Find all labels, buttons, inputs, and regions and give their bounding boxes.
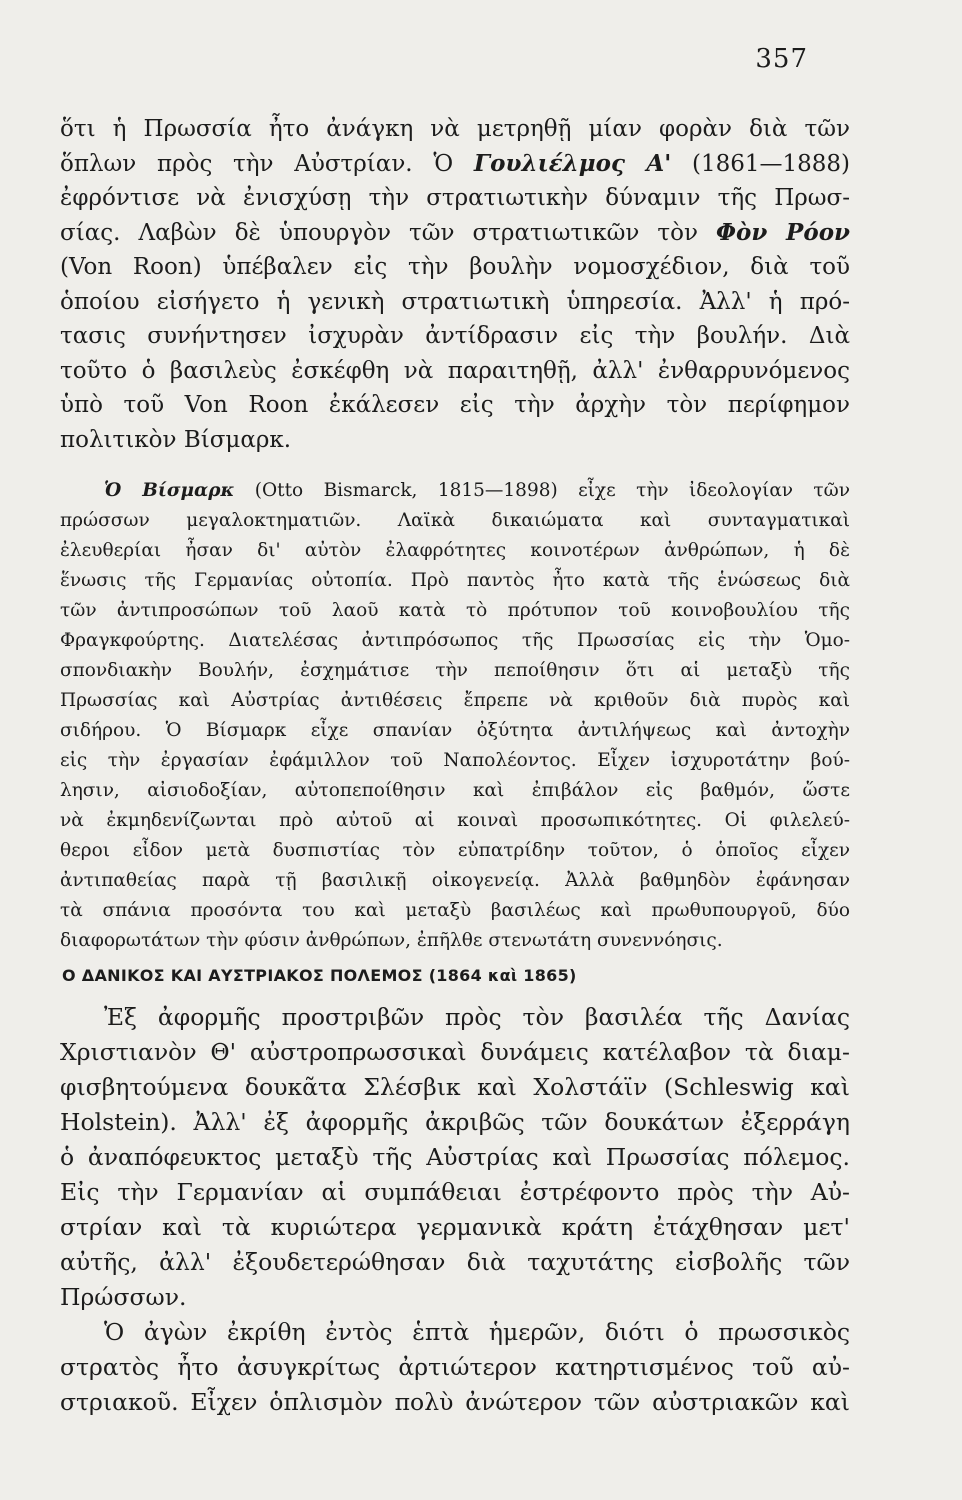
text-line: φισβητούμενα δουκᾶτα Σλέσβικ καὶ Χολστάϊν (Schleswig καὶ (60, 1073, 850, 1101)
text-line: στρατὸς ἦτο ἀσυγκρίτως ἀρτιώτερον κατηρτισμένος τοῦ αὐ- (60, 1353, 850, 1381)
text-line: πρώσσων μεγαλοκτηματιῶν. Λαϊκὰ δικαιώματα καὶ συνταγματικαὶ (60, 510, 850, 531)
text-line: Ὁ Βίσμαρκ (Otto Bismarck, 1815—1898) εἶχε τὴν ἰδεολογίαν τῶν (104, 480, 851, 501)
text-line: Πρώσσων. (60, 1283, 187, 1311)
text-line: σιδήρου. Ὁ Βίσμαρκ εἶχε σπανίαν ὀξύτητα ἀντιλήψεως καὶ ἀντοχὴν (60, 720, 850, 741)
section-heading: Ο ΔΑΝΙΚΟΣ ΚΑΙ ΑΥΣΤΡΙΑΚΟΣ ΠΟΛΕΜΟΣ (1864 καὶ 1865) (62, 966, 577, 985)
text-line: νὰ ἐκμηδενίζωνται πρὸ αὐτοῦ αἱ κοιναὶ προσωπικότητες. Οἱ φιλελεύ- (60, 810, 850, 831)
wilhelm-name: Γουλιέλμος Α' (473, 149, 672, 177)
text-line: τασις συνήντησεν ἰσχυρὰν ἀντίδρασιν εἰς τὴν βουλήν. Διὰ (60, 323, 850, 349)
text-line: αὐτῆς, ἀλλ' ἐξουδετερώθησαν διὰ ταχυτάτης εἰσβολῆς τῶν (60, 1248, 850, 1276)
text-line: ἕνωσις τῆς Γερμανίας οὐτοπία. Πρὸ παντὸς ἦτο κατὰ τῆς ἑνώσεως διὰ (60, 570, 850, 591)
text-line: Holstein). Ἀλλ' ἐξ ἀφορμῆς ἀκριβῶς τῶν δουκάτων ἐξερράγη (60, 1108, 850, 1136)
text-line: στριακοῦ. Εἶχεν ὁπλισμὸν πολὺ ἀνώτερον τῶν αὐστριακῶν καὶ (60, 1388, 850, 1416)
paragraph-war (60, 1000, 850, 1420)
text-line: Χριστιανὸν Θ' αὐστροπρωσσικαὶ δυνάμεις κατέλαβον τὰ διαμ- (60, 1038, 850, 1066)
text-line: Ὁ ἀγὼν ἐκρίθη ἐντὸς ἑπτὰ ἡμερῶν, διότι ὁ πρωσσικὸς (104, 1318, 850, 1346)
text-line: τῶν ἀντιπροσώπων τοῦ λαοῦ κατὰ τὸ πρότυπον τοῦ κοινοβουλίου τῆς (60, 600, 850, 621)
text-line: ἐφρόντισε νὰ ἐνισχύσῃ τὴν στρατιωτικὴν δύναμιν τῆς Πρωσ- (60, 185, 850, 211)
text-line: ὁποίου εἰσήγετο ἡ γενικὴ στρατιωτικὴ ὑπηρεσία. Ἀλλ' ἡ πρό- (60, 288, 850, 315)
text-line: ὁ ἀναπόφευκτος μεταξὺ τῆς Αὐστρίας καὶ Πρωσσίας πόλεμος. (60, 1143, 850, 1171)
paragraph-bismarck (60, 476, 850, 956)
text-line: σίας. Λαβὼν δὲ ὑπουργὸν τῶν στρατιωτικῶν τὸν Φὸν Ρόον (60, 218, 850, 246)
text-line: τὰ σπάνια προσόντα του καὶ μεταξὺ βασιλέως καὶ πρωθυπουργοῦ, δύο (60, 900, 850, 921)
text-line: Πρωσσίας καὶ Αὐστρίας ἀντιθέσεις ἔπρεπε νὰ κριθοῦν διὰ πυρὸς καὶ (60, 690, 850, 711)
paragraph-wilhelm (60, 112, 850, 457)
text-line: (Von Roon) ὑπέβαλεν εἰς τὴν βουλὴν νομοσχέδιον, διὰ τοῦ (60, 254, 850, 280)
text-line: τοῦτο ὁ βασιλεὺς ἐσκέφθη νὰ παραιτηθῇ, ἀλλ' ἐνθαρρυνόμενος (60, 357, 850, 384)
page-number: 357 (755, 44, 808, 74)
bismarck-name: Ὁ Βίσμαρκ (104, 480, 235, 501)
text-line: ὅπλων πρὸς τὴν Αὐστρίαν. Ὁ Γουλιέλμος Α' (1861—1888) (60, 149, 851, 177)
text-line: ὅτι ἡ Πρωσσία ἦτο ἀνάγκη νὰ μετρηθῇ μίαν φορὰν διὰ τῶν (60, 116, 850, 142)
text-line: διαφορωτάτων τὴν φύσιν ἀνθρώπων, ἐπῆλθε στενωτάτη συνεννόησις. (60, 930, 723, 951)
roon-name: Φὸν Ρόον (715, 218, 850, 246)
text-line: ἐλευθερίαι ἦσαν δι' αὐτὸν ἐλαφρότητες κοινοτέρων ἀνθρώπων, ἡ δὲ (60, 540, 850, 561)
text-line: Φραγκφούρτης. Διατελέσας ἀντιπρόσωπος τῆς Πρωσσίας εἰς τὴν Ὁμο- (60, 630, 850, 651)
text-line: εἰς τὴν ἐργασίαν ἐφάμιλλον τοῦ Ναπολέοντος. Εἶχεν ἰσχυροτάτην βού- (60, 750, 850, 771)
text-line: στρίαν καὶ τὰ κυριώτερα γερμανικὰ κράτη ἐτάχθησαν μετ' (60, 1213, 850, 1241)
text-line: σπονδιακὴν Βουλήν, ἐσχημάτισε τὴν πεποίθησιν ὅτι αἱ μεταξὺ τῆς (60, 660, 850, 681)
text-line: ἀντιπαθείας παρὰ τῇ βασιλικῇ οἰκογενείᾳ. Ἀλλὰ βαθμηδὸν ἐφάνησαν (60, 870, 850, 891)
text-line: λησιν, αἰσιοδοξίαν, αὐτοπεποίθησιν καὶ ἐπιβάλον εἰς βαθμόν, ὥστε (60, 780, 850, 801)
text-line: Ἐξ ἀφορμῆς προστριβῶν πρὸς τὸν βασιλέα τῆς Δανίας (104, 1003, 850, 1031)
text-line: θεροι εἶδον μετὰ δυσπιστίας τὸν εὐπατρίδην τοῦτον, ὁ ὁποῖος εἶχεν (60, 840, 850, 861)
text-line: Εἰς τὴν Γερμανίαν αἱ συμπάθειαι ἐστρέφοντο πρὸς τὴν Αὐ- (60, 1178, 850, 1206)
text-line: ὑπὸ τοῦ Von Roon ἐκάλεσεν εἰς τὴν ἀρχὴν τὸν περίφημον (60, 392, 850, 418)
text-line: πολιτικὸν Βίσμαρκ. (60, 426, 292, 453)
